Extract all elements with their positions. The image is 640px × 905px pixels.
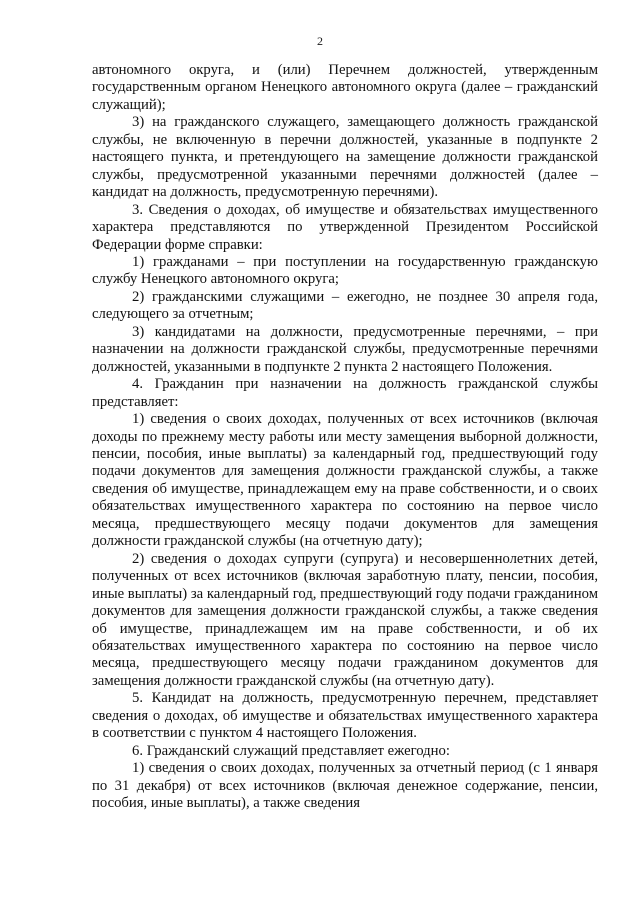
paragraph-clause-4-item-1: 1) сведения о своих доходах, полученных от всех источников (включая доходы по прежнему месту работы или месту замещения выборной должности, пенсии, пособия, иные выплаты) за календарный год, предшествующий году подачи документов для замещения должности гражданской службы, а также сведения об имуществе, принадлежащем ему на праве собственности, и о своих обязательствах имущественного характера по состоянию на первое число месяца, предшествующего месяцу подачи документов для замещения должности гражданской службы (на отчетную дату); (92, 411, 598, 550)
paragraph-clause-5: 5. Кандидат на должность, предусмотренную перечнем, представляет сведения о доходах, об имуществе и обязательствах имущественного характера в соответствии с пунктом 4 настоящего Положения. (92, 690, 598, 742)
paragraph-clause-4: 4. Гражданин при назначении на должность гражданской службы представляет: (92, 376, 598, 410)
document-body (92, 62, 598, 812)
paragraph-clause-6-item-1: 1) сведения о своих доходах, полученных за отчетный период (с 1 января по 31 декабря) от всех источников (включая денежное содержание, пенсии, пособия, иные выплаты), а также сведения (92, 760, 598, 812)
paragraph-clause-6: 6. Гражданский служащий представляет ежегодно: (132, 742, 450, 759)
paragraph-clause-3-item-2: 2) гражданскими служащими – ежегодно, не позднее 30 апреля года, следующего за отчетным; (92, 288, 598, 323)
paragraph-subitem-3: 3) на гражданского служащего, замещающего должность гражданской службы, не включенную в перечни должностей, указанные в подпункте 2 настоящего пункта, и претендующего на замещение должности гражданской службы, предусмотренной указанными перечнями должностей (далее – кандидат на должность, предусмотренную перечнями). (92, 114, 598, 201)
paragraph-clause-3: 3. Сведения о доходах, об имуществе и обязательствах имущественного характера представляются по утвержденной Президентом Российской Федерации форме справки: (92, 201, 598, 253)
paragraph-continuation: автономного округа, и (или) Перечнем должностей, утвержденным государственным органом Ненецкого автономного округа (далее – гражданский служащий); (92, 62, 598, 113)
paragraph-clause-3-item-3: 3) кандидатами на должности, предусмотренные перечнями, – при назначении на должности гражданской службы, предусмотренные перечнями должностей, указанными в подпункте 2 пункта 2 настоящего Положения. (92, 323, 598, 375)
paragraph-clause-4-item-2: 2) сведения о доходах супруги (супруга) и несовершеннолетних детей, полученных от всех источников (включая заработную плату, пенсии, пособия, иные выплаты) за календарный год, предшествующий году подачи гражданином документов для замещения должности гражданской службы, а также сведения об имуществе, принадлежащем им на праве собственности, и об их обязательствах имущественного характера по состоянию на первое число месяца, предшествующего месяцу подачи гражданином документов для замещения должности гражданской службы (на отчетную дату). (92, 550, 598, 689)
paragraph-clause-3-item-1: 1) гражданами – при поступлении на государственную гражданскую службу Ненецкого автономного округа; (92, 253, 598, 288)
page-number: 2 (317, 34, 323, 48)
